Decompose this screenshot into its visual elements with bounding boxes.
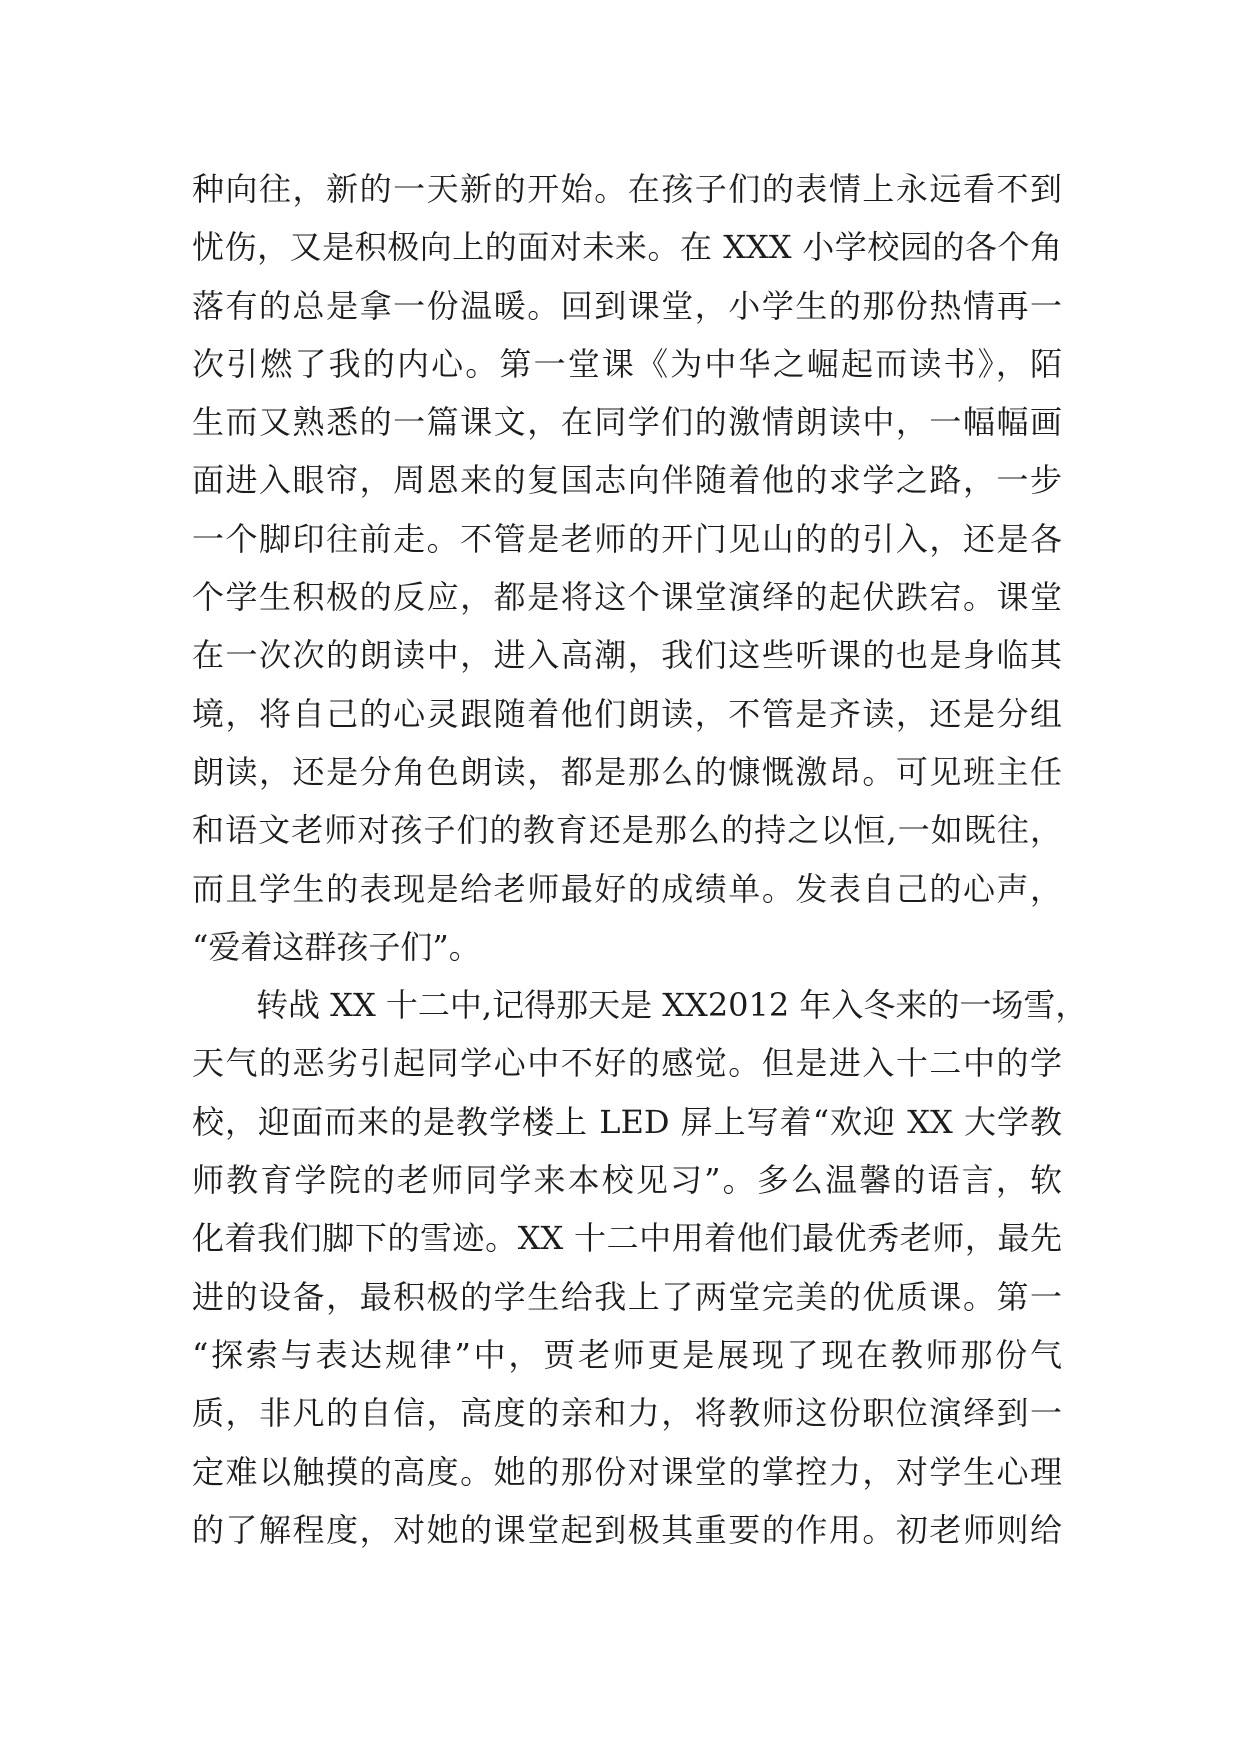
text-line: 忧伤，又是积极向上的面对未来。在 XXX 小学校园的各个角	[192, 228, 1062, 267]
text-line: 朗读，还是分角色朗读，都是那么的慷慨激昂。可见班主任	[192, 752, 1062, 791]
text-line: “爱着这群孩子们”。	[192, 927, 481, 966]
text-line: 定难以触摸的高度。她的那份对课堂的掌控力，对学生心理	[192, 1452, 1062, 1491]
text-line: 和语文老师对孩子们的教育还是那么的持之以恒,一如既往，	[192, 811, 1062, 850]
text-line: 转战 XX 十二中,记得那天是 XX2012 年入冬来的一场雪，	[256, 986, 1088, 1025]
text-line: 面进入眼帘，周恩来的复国志向伴随着他的求学之路，一步	[192, 461, 1062, 500]
text-line: 一个脚印往前走。不管是老师的开门见山的的引入，还是各	[192, 519, 1062, 558]
text-line: 个学生积极的反应，都是将这个课堂演绎的起伏跌宕。课堂	[192, 578, 1062, 617]
text-line: 化着我们脚下的雪迹。XX 十二中用着他们最优秀老师，最先	[192, 1219, 1062, 1258]
text-line: 进的设备，最积极的学生给我上了两堂完美的优质课。第一	[192, 1277, 1062, 1316]
body-text	[192, 160, 1088, 1559]
text-line: 天气的恶劣引起同学心中不好的感觉。但是进入十二中的学	[192, 1044, 1062, 1083]
text-line: 境，将自己的心灵跟随着他们朗读，不管是齐读，还是分组	[192, 694, 1062, 733]
text-line: “探索与表达规律”中，贾老师更是展现了现在教师那份气	[192, 1335, 1062, 1374]
text-line: 师教育学院的老师同学来本校见习”。多么温馨的语言，软	[192, 1161, 1062, 1200]
text-line: 而且学生的表现是给老师最好的成绩单。发表自己的心声，	[192, 869, 1062, 908]
text-line: 次引燃了我的内心。第一堂课《为中华之崛起而读书》，陌	[192, 344, 1062, 383]
text-line: 落有的总是拿一份温暖。回到课堂，小学生的那份热情再一	[192, 286, 1062, 325]
text-line: 校，迎面而来的是教学楼上 LED 屏上写着“欢迎 XX 大学教	[192, 1102, 1062, 1141]
text-line: 的了解程度，对她的课堂起到极其重要的作用。初老师则给	[192, 1510, 1062, 1549]
text-line: 在一次次的朗读中，进入高潮，我们这些听课的也是身临其	[192, 636, 1062, 675]
text-line: 种向往，新的一天新的开始。在孩子们的表情上永远看不到	[192, 170, 1062, 208]
text-line: 质，非凡的自信，高度的亲和力，将教师这份职位演绎到一	[192, 1394, 1062, 1433]
text-line: 生而又熟悉的一篇课文，在同学们的激情朗读中，一幅幅画	[192, 403, 1062, 442]
